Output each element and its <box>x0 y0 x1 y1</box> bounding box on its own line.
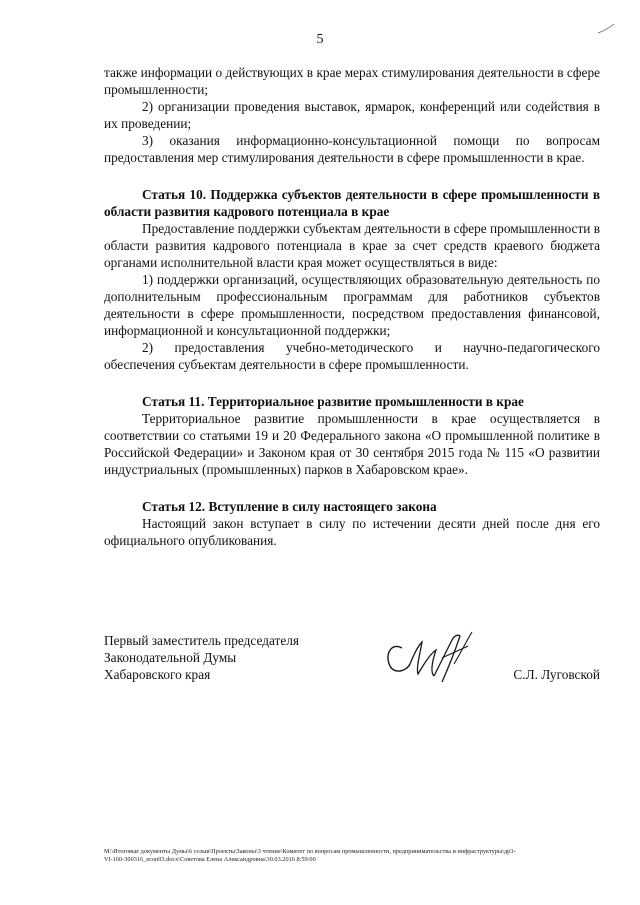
article-10-item-1: 1) поддержки организаций, осуществляющих образовательную деятельность по дополнительным профессиональным программам для работников субъектов деятельности в сфере промышленности, посредством предоставления финансовой, информационной и консультационной поддержки; <box>104 272 600 338</box>
article-11-text: Территориальное развитие промышленности в крае осуществляется в соответствии со статьями 19 и 20 Федерального закона «О промышленной политике в Российской Федерации» и Законом края от 30 сентября 2015 года № 115 «О развитии индустриальных (промышленных) парков в Хабаровском крае». <box>104 411 600 477</box>
handwritten-signature <box>380 624 480 688</box>
position-line-2: Законодательной Думы <box>104 650 237 665</box>
position-line-3: Хабаровского края <box>104 667 211 682</box>
article-11-heading: Статья 11. Территориальное развитие промышленности в крае <box>142 394 524 409</box>
footer-file-path <box>104 848 604 864</box>
article-12-heading: Статья 12. Вступление в силу настоящего закона <box>142 499 437 514</box>
list-item-2: 2) организации проведения выставок, ярмарок, конференций или содействия в их проведении; <box>104 99 600 131</box>
article-10-heading: Статья 10. Поддержка субъектов деятельности в сфере промышленности в области развития кадрового потенциала в крае <box>104 187 600 219</box>
article-12-text: Настоящий закон вступает в силу по истечении десяти дней после дня его официального опубликования. <box>104 516 600 548</box>
article-10-item-2: 2) предоставления учебно-методического и научно-педагогического обеспечения субъектам деятельности в сфере промышленности. <box>104 340 600 372</box>
signatory-position <box>104 632 364 683</box>
footer-path-line-1: M:\Итоговые документы Думы\6 созыв\Проекты\Законы\3 чтение\Комитет по вопросам промышленности, предпринимательства и инфраструктуры\др3- <box>104 848 516 855</box>
footer-path-line-2: VI-160-300316_econ03.docx\Советова Елена Александровна\30.03.2016 8:59:00 <box>104 856 316 863</box>
signature-block <box>104 632 600 702</box>
list-item-3: 3) оказания информационно-консультационной помощи по вопросам предоставления мер стимулирования деятельности в сфере промышленности в крае. <box>104 133 600 165</box>
position-line-1: Первый заместитель председателя <box>104 633 300 648</box>
article-10-intro: Предоставление поддержки субъектам деятельности в сфере промышленности в области развития кадрового потенциала в крае за счет средств краевого бюджета органами исполнительной власти края может осуществляться в виде: <box>104 221 600 270</box>
signatory-name: С.Л. Луговской <box>513 667 600 682</box>
page-number: 5 <box>316 32 324 47</box>
paragraph-continuation: также информации о действующих в крае мерах стимулирования деятельности в сфере промышленности; <box>104 65 600 97</box>
document-body <box>104 64 600 549</box>
